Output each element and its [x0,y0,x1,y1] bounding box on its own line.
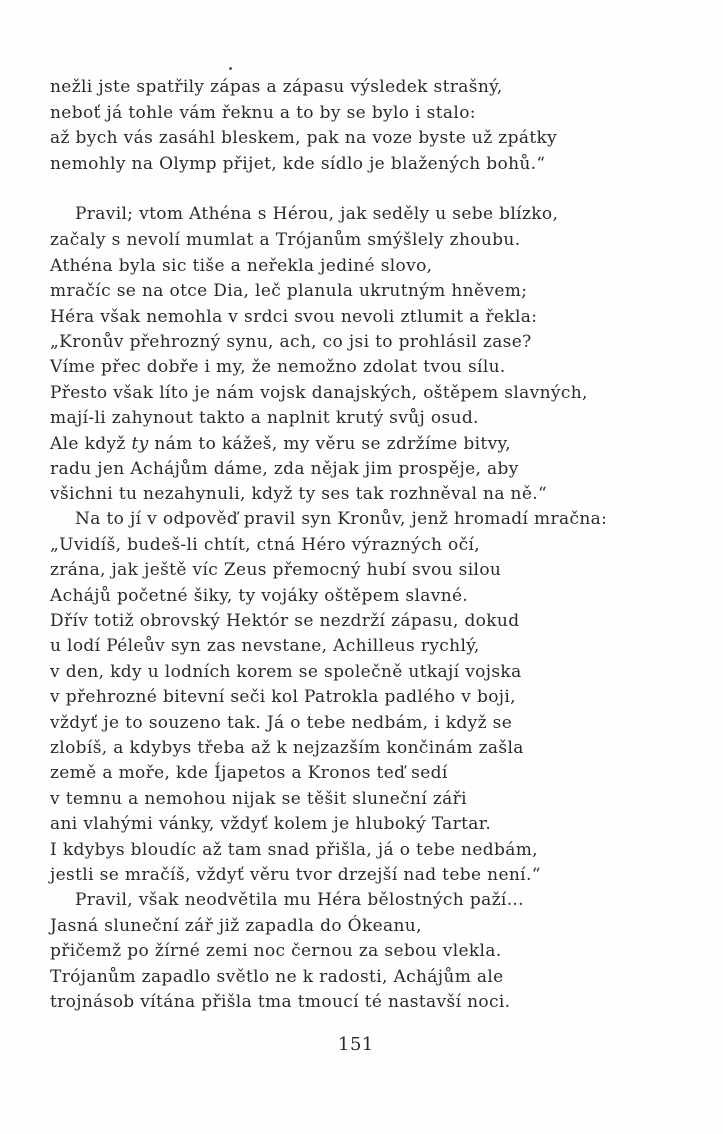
text-line: u lodí Péleův syn zas nevstane, Achilleus rychlý, [50,636,480,656]
text-line: nežli jste spatřily zápas a zápasu výsledek strašný, [50,77,503,97]
text-line: přičemž po žírné zemi noc černou za sebou vlekla. [50,941,502,961]
text-line: nemohly na Olymp přijet, kde sídlo je blažených bohů.“ [50,154,546,174]
text-line: v přehrozné bitevní seči kol Patrokla padlého v boji, [50,687,516,707]
text-line: Trójanům zapadlo světlo ne k radosti, Achájům ale [50,967,504,987]
text-line: Héra však nemohla v srdci svou nevoli ztlumit a řekla: [50,307,538,327]
text-line: „Uvidíš, budeš-li chtít, ctná Héro výrazných očí, [50,535,481,555]
text-line: země a moře, kde Íjapetos a Kronos teď sedí [50,763,448,783]
text-line: „Kronův přehrozný synu, ach, co jsi to prohlásil zase? [50,332,532,352]
text-line: Dřív totiž obrovský Hektór se nezdrží zápasu, dokud [50,611,520,631]
text-line: všichni tu nezahynuli, když ty ses tak rozhněval na ně.“ [50,484,548,504]
text-line: mračíc se na otce Dia, leč planula ukrutným hněvem; [50,281,528,301]
page-number: 151 [338,1034,374,1055]
ink-speck [229,67,232,70]
text-line: vždyť je to souzeno tak. Já o tebe nedbám, i když se [50,713,513,733]
text-line: trojnásob vítána přišla tma tmoucí té nastavší noci. [50,992,511,1012]
text-line: radu jen Achájům dáme, zda nějak jim prospěje, aby [50,459,519,479]
text-line: Pravil; vtom Athéna s Hérou, jak seděly u sebe blízko, [75,204,559,224]
text-line: I kdybys bloudíc až tam snad přišla, já o tebe nedbám, [50,840,538,860]
text-line: jestli se mračíš, vždyť věru tvor drzejší nad tebe není.“ [50,865,541,885]
text-segment: nám to kážeš, my věru se zdržíme bitvy, [148,434,512,454]
text-line: Athéna byla sic tiše a neřekla jediné slovo, [50,256,433,276]
text-line: zrána, jak ještě víc Zeus přemocný hubí svou silou [50,560,502,580]
text-line: Jasná sluneční zář již zapadla do Ókeanu, [50,916,422,936]
text-segment: Ale když [50,434,132,454]
text-line: Achájů početné šiky, ty vojáky oštěpem slavné. [50,586,469,606]
text-line: mají-li zahynout takto a naplnit krutý svůj osud. [50,408,479,428]
text-line: zlobíš, a kdybys třeba až k nejzazším končinám zašla [50,738,524,758]
text-line: Na to jí v odpověď pravil syn Kronův, jenž hromadí mračna: [75,509,608,529]
text-line: až bych vás zasáhl bleskem, pak na voze byste už zpátky [50,128,558,148]
text-line: Pravil, však neodvětila mu Héra bělostných paží… [75,890,525,910]
text-line: Přesto však líto je nám vojsk danajských, oštěpem slavných, [50,383,588,403]
emphasis: ty [131,434,149,454]
text-line: začaly s nevolí mumlat a Trójanům smýšlely zhoubu. [50,230,521,250]
text-line: ani vlahými vánky, vždyť kolem je hluboký Tartar. [50,814,492,834]
text-line: neboť já tohle vám řeknu a to by se bylo i stalo: [50,103,476,123]
text-line: Víme přec dobře i my, že nemožno zdolat tvou sílu. [50,357,506,377]
text-line [50,434,511,454]
text-line: v temnu a nemohou nijak se těšit sluneční záři [50,789,467,809]
text-line: v den, kdy u lodních korem se společně utkají vojska [50,662,522,682]
